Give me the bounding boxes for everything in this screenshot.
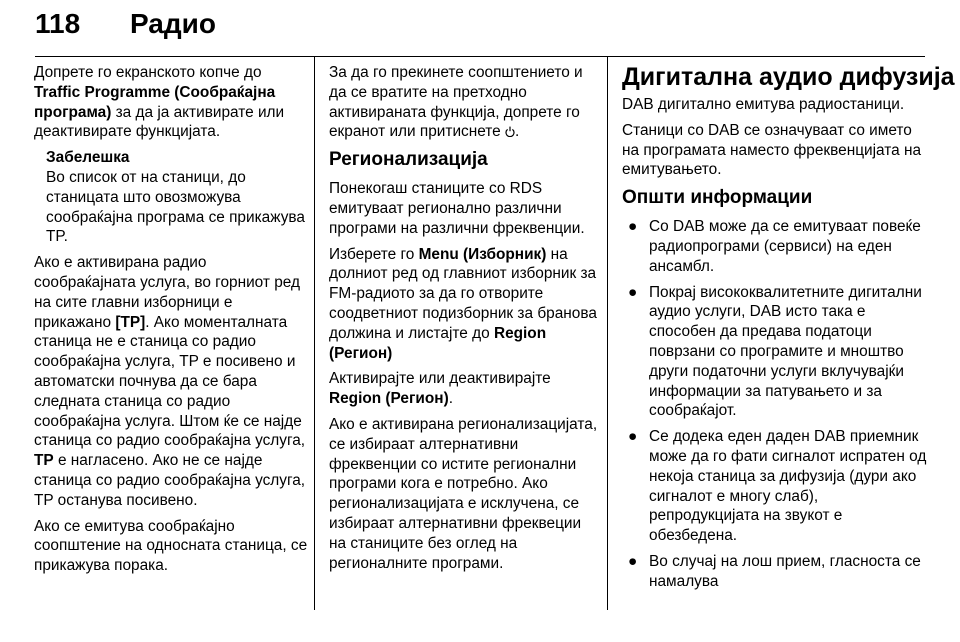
column-1: [34, 63, 310, 582]
announcement-paragraph: Ако се емитува сообраќајно соопштение на односната станица, се прикажува порака.: [34, 517, 308, 575]
note-block: [46, 148, 310, 247]
list-item: ● Покрај висококвалитетните дигитални аудио услуги, DAB исто така е способен да предава податоци поврзани со програмите и мноштво други податочни услуги вклучувајќи информации за патувањето и за сообраќајот.: [628, 283, 922, 420]
traffic-programme-paragraph: Допрете го екранското копче до Traffic Programme (Сообраќајна програма) за да ја активирате или деактивирате функцијата.: [34, 64, 285, 141]
bullet-icon: ●: [628, 428, 638, 446]
column-divider-2: [607, 57, 608, 610]
dab-stations-paragraph: Станици со DAB се означуваат со името на програмата наместо фреквенцијата на емитувањето.: [622, 121, 922, 179]
column-2: [329, 63, 601, 579]
region-toggle-paragraph: Активирајте или деактивирајте Region (Регион).: [329, 370, 551, 408]
list-item: ● Со DAB може да се емитуваат повеќе радиопрограми (сервиси) на еден ансамбл.: [628, 218, 921, 275]
header-divider: [35, 56, 925, 57]
page-number: 118: [35, 8, 81, 39]
bullet-icon: ●: [628, 283, 638, 301]
bullet-icon: ●: [628, 218, 638, 236]
list-item: ● Се додека еден даден DAB приемник може да го фати сигналот испратен од некоја станица за дифузија (дури ако сигналот е многу слаб), репродукцијата на звукот е обезбедена.: [628, 428, 927, 545]
bullet-icon: ●: [628, 552, 638, 570]
power-icon: [505, 126, 515, 137]
dab-heading: Дигитална аудио дифузија: [622, 63, 955, 91]
menu-paragraph: Изберете го Menu (Изборник) на долниот ред од главниот изборник за FM-радиото за да го отворите соодветниот подизборник за бранова должина и листајте до Region (Регион): [329, 245, 597, 362]
dab-intro-paragraph: DAB дигитално емитува радиостаници.: [622, 96, 905, 113]
note-heading: Забелешка: [46, 149, 130, 167]
alt-frequency-paragraph: Ако е активирана регионализацијата, се избираат алтернативни фреквенции со истите регионални програми кога е потребно. Ако регионализацијата е исклучена, се избираат алтернативни фреквеции на станиците без оглед на регионалните програми.: [329, 415, 598, 572]
rds-paragraph: Понекогаш станиците со RDS емитуваат регионално различни програми на различни фреквенции.: [329, 180, 585, 237]
interrupt-paragraph: За да го прекинете соопштението и да се вратите на претходно активираната функција, допрете го екранот или притиснете .: [329, 64, 583, 141]
column-3: [622, 63, 955, 598]
general-info-heading: Општи информации: [622, 187, 813, 209]
list-item: ● Во случај на лош прием, гласноста се намалува: [628, 552, 921, 590]
tp-paragraph: Ако е активирана радио сообраќајната услуга, во горниот ред на сите главни изборници е прикажано [TP]. Ако моменталната станица не е станица со радио сообраќајна услуга, TP е посивено и автоматски почнува да се бара следната станица со радио сообраќајна услуга. Штом ќе се најде станица со радио сообраќајна услуга, TP е нагласено. Ако не се најде станица со радио сообраќајна услуга, TP останува посивено.: [34, 254, 306, 509]
note-text: Во список от на станици, до станицата што овозможува сообраќајна програма се прикажува TP.: [46, 168, 305, 246]
regionalization-heading: Регионализација: [329, 149, 488, 171]
general-info-list: [622, 217, 932, 591]
column-divider-1: [314, 57, 315, 610]
page-title: Радио: [130, 8, 216, 39]
